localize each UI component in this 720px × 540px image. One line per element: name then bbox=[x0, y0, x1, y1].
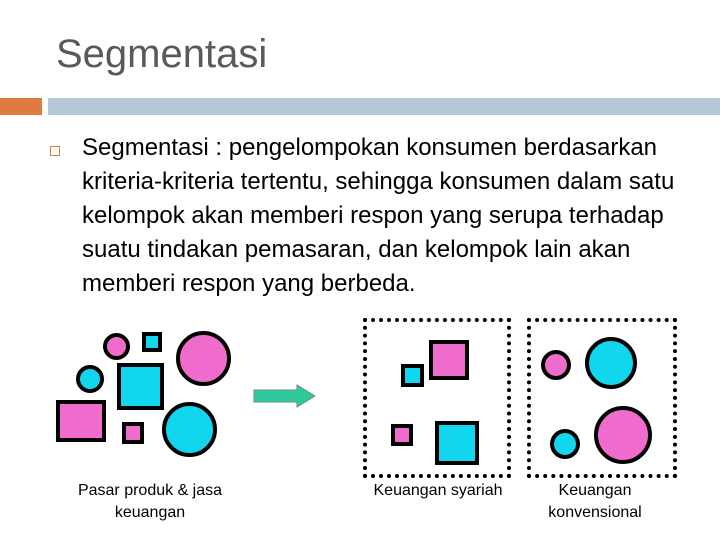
caption-conventional-line1: Keuangan bbox=[558, 482, 632, 499]
caption-sharia bbox=[358, 480, 518, 502]
pink-square-small bbox=[391, 424, 413, 446]
sharia-segment-box bbox=[363, 318, 511, 478]
pink-square-small bbox=[122, 422, 144, 444]
caption-conventional-line2: konvensional bbox=[548, 504, 642, 521]
bullet-text: Segmentasi : pengelompokan konsumen berdasarkan kriteria-kriteria tertentu, sehingga konsumen dalam satu kelompok akan memberi respon yang serupa terhadap suatu tindakan pemasaran, dan kelompok lain akan memberi respon yang berbeda. bbox=[82, 134, 675, 297]
pink-circle-small bbox=[541, 350, 571, 380]
cyan-square-large bbox=[435, 421, 479, 465]
conventional-segment-box bbox=[527, 318, 677, 478]
pink-square-large bbox=[429, 340, 469, 380]
cyan-circle-large bbox=[585, 337, 637, 389]
caption-market-line2: keuangan bbox=[114, 504, 186, 521]
caption-market bbox=[45, 480, 255, 524]
pink-circle-large bbox=[594, 406, 652, 464]
caption-conventional bbox=[522, 480, 668, 524]
cyan-square-small bbox=[401, 364, 424, 387]
slide-title: Segmentasi bbox=[56, 32, 268, 76]
cyan-square-large bbox=[117, 363, 164, 410]
pink-circle-large bbox=[176, 331, 231, 386]
cyan-circle-large bbox=[162, 402, 217, 457]
cyan-circle-small bbox=[550, 429, 580, 459]
pink-circle-small bbox=[103, 333, 130, 360]
right-arrow-icon bbox=[253, 384, 317, 408]
bullet-square-icon bbox=[50, 146, 60, 156]
cyan-square-small bbox=[142, 332, 162, 352]
header-accent-bar bbox=[0, 98, 42, 115]
header-divider-bar bbox=[48, 98, 720, 115]
cyan-circle-small bbox=[76, 365, 104, 393]
pink-rectangle bbox=[56, 400, 106, 442]
caption-market-line1: Pasar produk & jasa bbox=[77, 482, 223, 499]
caption-sharia-text: Keuangan syariah bbox=[373, 482, 503, 499]
